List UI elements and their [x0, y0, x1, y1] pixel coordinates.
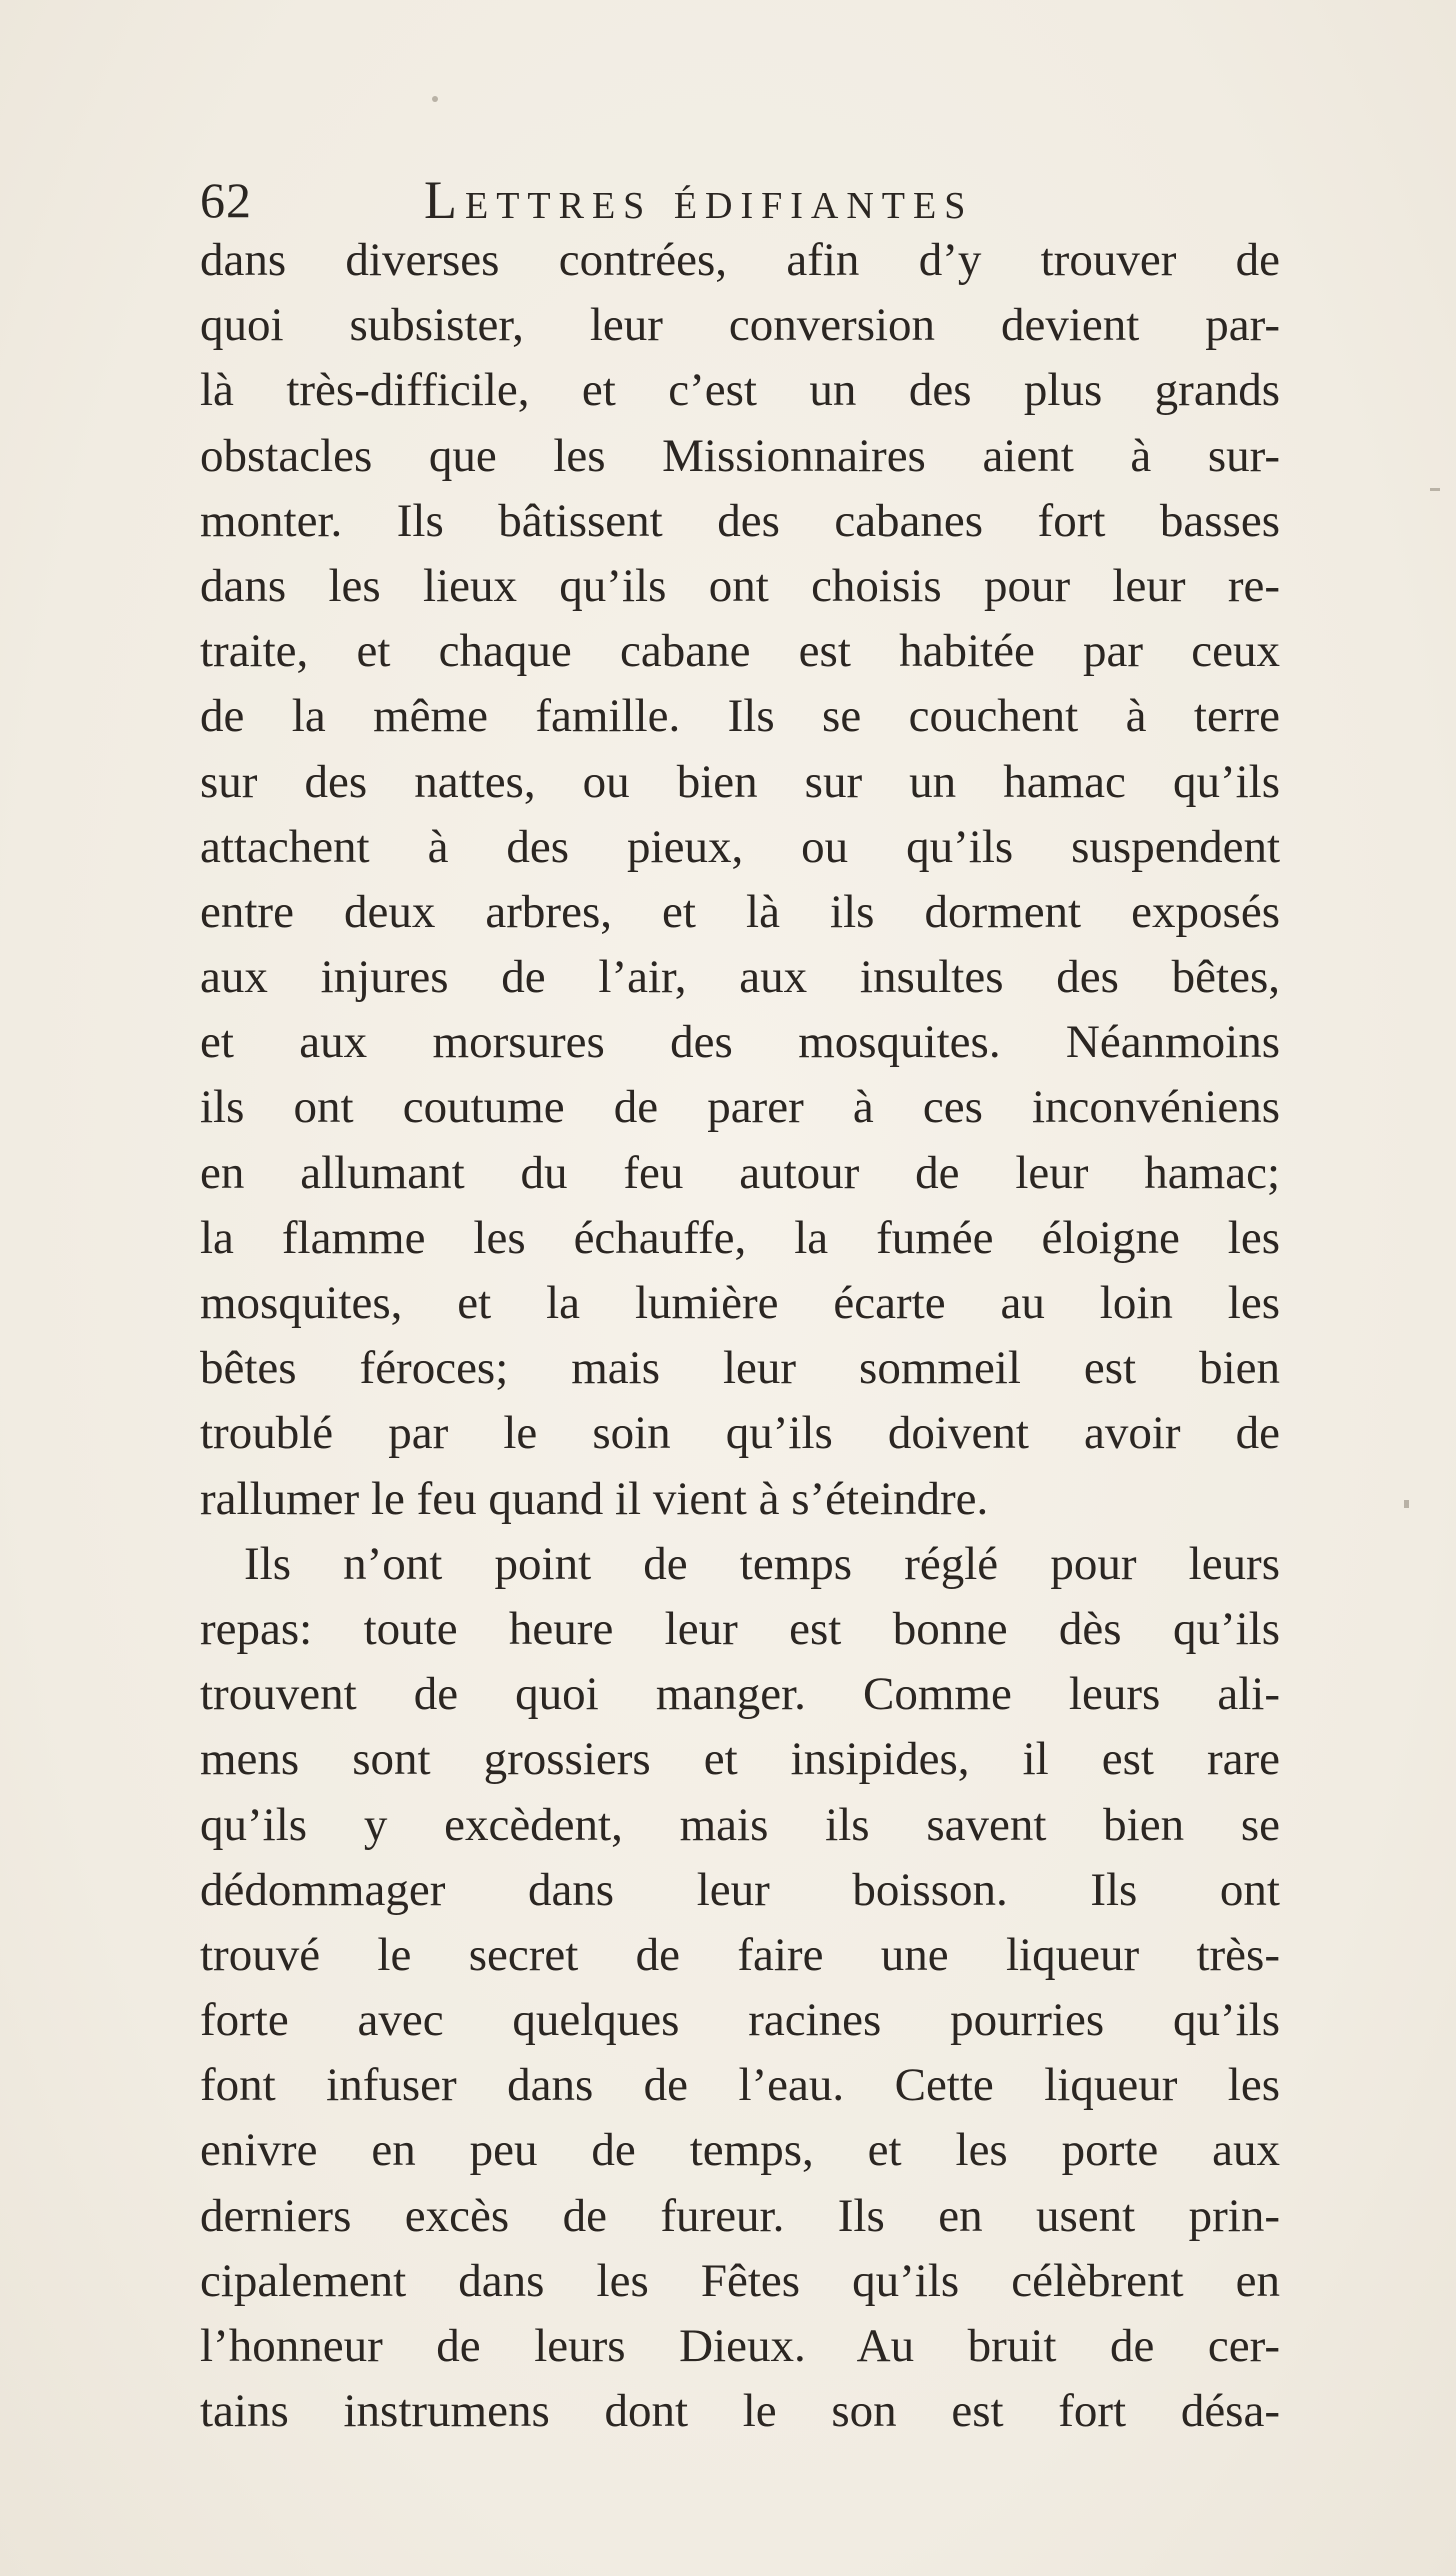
text-line: monter. Ils bâtissent des cabanes fort basses — [200, 494, 1280, 547]
text-line: enivre en peu de temps, et les porte aux — [200, 2124, 1280, 2177]
paragraph-start-line: Ils n’ont point de temps réglé pour leurs — [244, 1537, 1280, 1590]
text-line: mosquites, et la lumière écarte au loin les — [200, 1277, 1280, 1329]
running-header — [194, 168, 1274, 232]
text-line: derniers excès de fureur. Ils en usent prin- — [200, 2189, 1280, 2242]
text-line: rallumer le feu quand il vient à s’éteindre. — [200, 1472, 989, 1525]
text-line: traite, et chaque cabane est habitée par ceux — [200, 625, 1280, 678]
text-line: mens sont grossiers et insipides, il est rare — [200, 1733, 1280, 1786]
text-line: troublé par le soin qu’ils doivent avoir de — [200, 1407, 1280, 1460]
text-line: ils ont coutume de parer à ces inconvéniens — [200, 1081, 1280, 1134]
ink-speck — [1430, 488, 1440, 491]
text-line: dans les lieux qu’ils ont choisis pour leur re- — [200, 559, 1280, 612]
text-line: entre deux arbres, et là ils dorment exposés — [200, 885, 1280, 938]
text-line: repas: toute heure leur est bonne dès qu’ils — [200, 1602, 1280, 1655]
text-line: cipalement dans les Fêtes qu’ils célèbrent en — [200, 2254, 1280, 2307]
text-line: sur des nattes, ou bien sur un hamac qu’ils — [200, 755, 1280, 808]
text-line: bêtes féroces; mais leur sommeil est bien — [200, 1342, 1280, 1395]
text-line: dans diverses contrées, afin d’y trouver de — [200, 234, 1280, 286]
text-line: tains instrumens dont le son est fort désa- — [200, 2385, 1280, 2438]
text-line: en allumant du feu autour de leur hamac; — [200, 1146, 1280, 1199]
text-line: quoi subsister, leur conversion devient par- — [200, 299, 1280, 352]
text-line: trouvent de quoi manger. Comme leurs ali- — [200, 1668, 1280, 1721]
text-line: trouvé le secret de faire une liqueur très- — [200, 1928, 1280, 1981]
running-title: Lettres édifiantes — [424, 170, 974, 230]
body-text — [200, 228, 1280, 2444]
text-line: la flamme les échauffe, la fumée éloigne les — [200, 1211, 1280, 1264]
text-line: forte avec quelques racines pourries qu’ils — [200, 1994, 1280, 2047]
text-line: et aux morsures des mosquites. Néanmoins — [200, 1016, 1280, 1069]
text-line: aux injures de l’air, aux insultes des bêtes, — [200, 951, 1280, 1004]
text-line: qu’ils y excèdent, mais ils savent bien se — [200, 1798, 1280, 1851]
ink-speck — [1404, 1500, 1409, 1508]
page-number: 62 — [200, 172, 252, 228]
text-line: dédommager dans leur boisson. Ils ont — [200, 1863, 1280, 1916]
text-line: obstacles que les Missionnaires aient à sur- — [200, 429, 1280, 482]
ink-speck — [432, 96, 438, 102]
text-line: attachent à des pieux, ou qu’ils suspendent — [200, 820, 1280, 873]
text-line: là très-difficile, et c’est un des plus grands — [200, 364, 1280, 417]
text-line: l’honneur de leurs Dieux. Au bruit de cer- — [200, 2320, 1280, 2372]
text-line: font infuser dans de l’eau. Cette liqueur les — [200, 2059, 1280, 2112]
text-line: de la même famille. Ils se couchent à terre — [200, 690, 1280, 743]
